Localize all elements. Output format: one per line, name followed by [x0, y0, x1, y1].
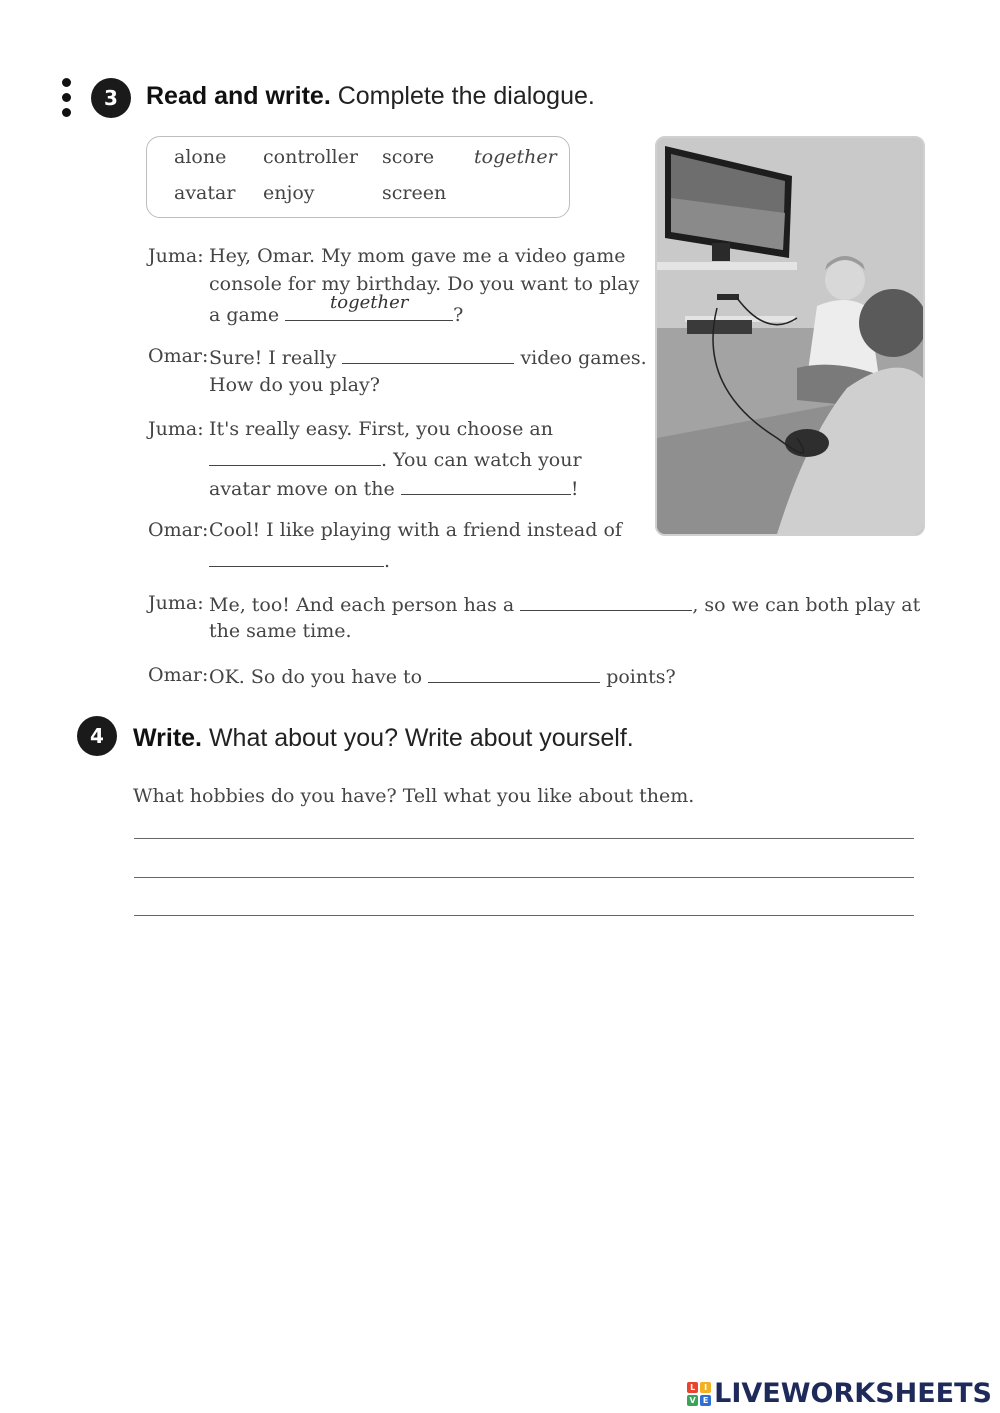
- word-bank-item: enjoy: [263, 182, 315, 204]
- answer-blank-6[interactable]: [520, 592, 692, 611]
- section-dots-icon: [62, 78, 74, 123]
- dialogue-text: , so we can both play at: [692, 594, 921, 616]
- writing-line-3[interactable]: [134, 915, 914, 916]
- dialogue-line: [209, 548, 390, 572]
- dialogue-text: console for my birthday. Do you want to play: [209, 273, 640, 295]
- dialogue-line: [209, 292, 464, 326]
- photo-illustration: [657, 138, 923, 534]
- word-bank-item: together: [474, 146, 557, 168]
- dialogue-text: Hey, Omar. My mom gave me a video game: [209, 245, 626, 267]
- exercise-4-title: [133, 724, 634, 753]
- dialogue-text: points?: [606, 666, 676, 688]
- dialogue-line: [209, 345, 647, 369]
- dialogue-line: [209, 476, 578, 500]
- handwritten-answer: together: [330, 292, 409, 313]
- kids-playing-video-game-photo: [655, 136, 925, 536]
- writing-line-1[interactable]: [134, 838, 914, 839]
- word-bank-item: screen: [382, 182, 447, 204]
- dialogue-text: Me, too! And each person has a: [209, 594, 515, 616]
- word-bank-item: score: [382, 146, 435, 168]
- logo-letter: V: [687, 1395, 698, 1406]
- exercise-3-title: [146, 82, 595, 111]
- exercise-4-title-rest: What about you? Write about yourself.: [208, 724, 634, 752]
- dialogue-line: [209, 592, 920, 616]
- word-bank-item: controller: [263, 146, 358, 168]
- dialogue-text: a game: [209, 304, 280, 326]
- dialogue-text: video games.: [520, 347, 647, 369]
- dialogue-text: .: [384, 550, 391, 572]
- dialogue-text: . You can watch your: [381, 449, 582, 471]
- logo-letter: L: [687, 1382, 698, 1393]
- dialogue-speaker: Juma:: [148, 245, 204, 267]
- dialogue-text: Cool! I like playing with a friend instead of: [209, 519, 622, 541]
- dialogue-line: [209, 664, 676, 688]
- writing-line-2[interactable]: [134, 877, 914, 878]
- dialogue-speaker: Omar:: [148, 519, 209, 541]
- word-bank-item: avatar: [174, 182, 236, 204]
- liveworksheets-logo-mark: [687, 1382, 711, 1406]
- exercise-3-number: 3: [91, 78, 131, 118]
- dialogue-speaker: Omar:: [148, 664, 209, 686]
- logo-letter: E: [700, 1395, 711, 1406]
- word-bank-item: alone: [174, 146, 227, 168]
- dialogue-line: [209, 447, 582, 471]
- dialogue-speaker: Juma:: [148, 592, 204, 614]
- exercise-3-title-rest: Complete the dialogue.: [337, 82, 595, 110]
- answer-blank-1[interactable]: [285, 292, 453, 321]
- logo-text: LIVEWORKSHEETS: [714, 1378, 992, 1409]
- answer-blank-2[interactable]: [342, 345, 514, 364]
- dialogue-speaker: Omar:: [148, 345, 209, 367]
- answer-blank-5[interactable]: [209, 548, 384, 567]
- dialogue-text: !: [570, 478, 579, 500]
- exercise-4-prompt: What hobbies do you have? Tell what you like about them.: [133, 785, 695, 807]
- dialogue-text: ?: [453, 304, 464, 326]
- answer-blank-3[interactable]: [209, 447, 381, 466]
- answer-blank-7[interactable]: [428, 664, 600, 683]
- exercise-3-title-bold: Read and write.: [146, 82, 331, 110]
- liveworksheets-logo: [687, 1378, 992, 1409]
- exercise-4-title-bold: Write.: [133, 724, 202, 752]
- dialogue-text: OK. So do you have to: [209, 666, 423, 688]
- logo-letter: I: [700, 1382, 711, 1393]
- dialogue-text: the same time.: [209, 620, 352, 642]
- dialogue-text: How do you play?: [209, 374, 380, 396]
- dialogue-text: Sure! I really: [209, 347, 337, 369]
- dialogue-text: It's really easy. First, you choose an: [209, 418, 553, 440]
- answer-blank-4[interactable]: [401, 476, 571, 495]
- exercise-4-number: 4: [77, 716, 117, 756]
- dialogue-speaker: Juma:: [148, 418, 204, 440]
- dialogue-text: avatar move on the: [209, 478, 395, 500]
